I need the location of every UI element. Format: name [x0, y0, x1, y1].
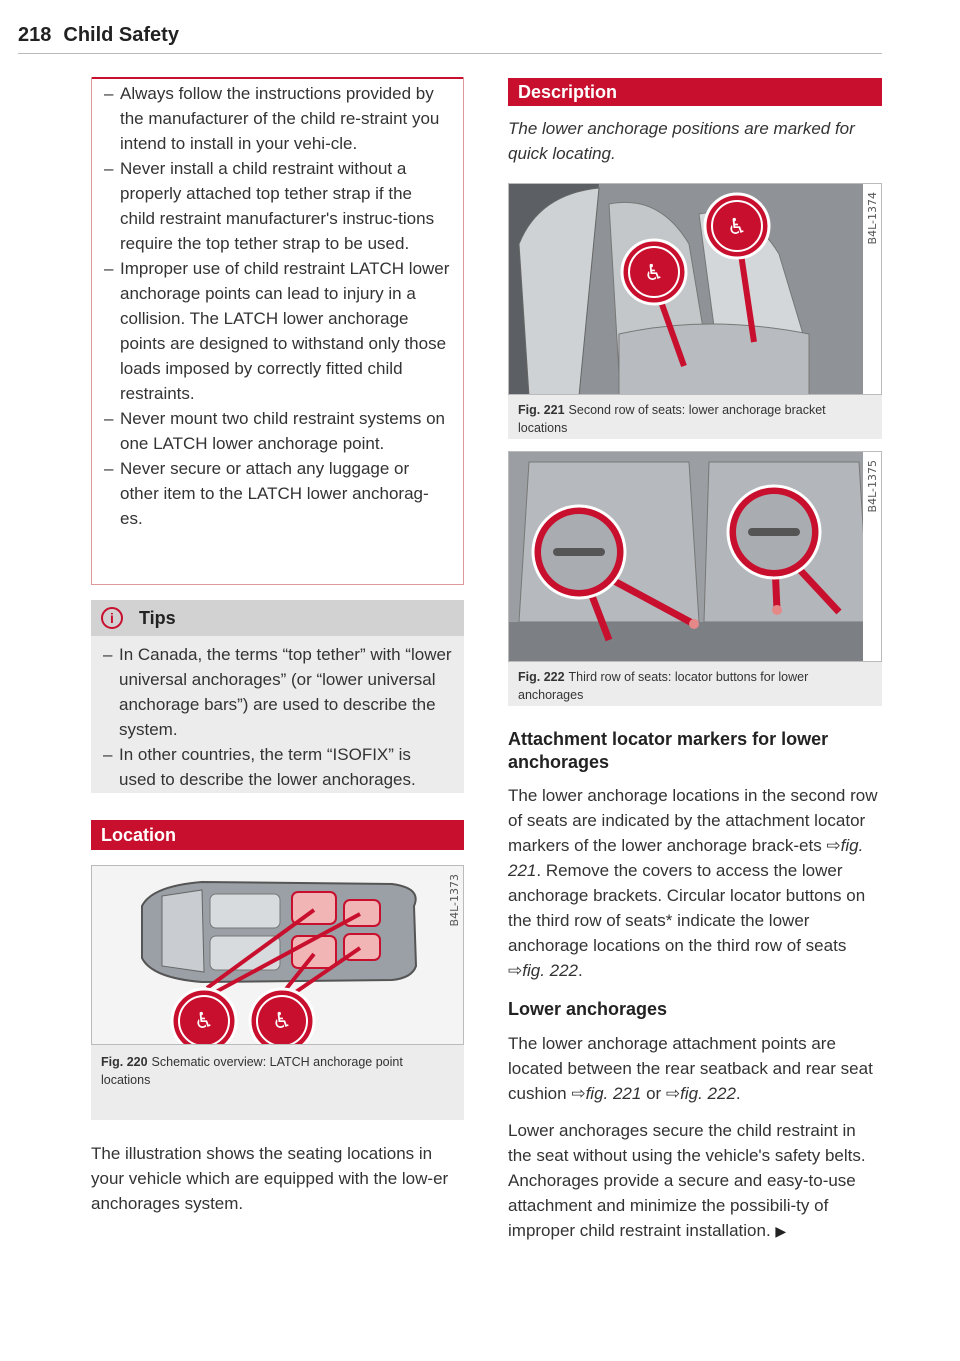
- figure-label: Fig. 220: [101, 1055, 148, 1069]
- info-icon: i: [101, 607, 123, 629]
- header-divider: [18, 53, 882, 54]
- svg-text:♿: ♿: [272, 1009, 292, 1034]
- page-header: [18, 24, 179, 47]
- figure-link[interactable]: ⇨fig. 221: [571, 1084, 642, 1103]
- tips-title: Tips: [139, 607, 176, 628]
- figure-label: Fig. 222: [518, 670, 565, 684]
- svg-text:♿: ♿: [727, 215, 747, 240]
- tips-header: [91, 600, 464, 636]
- figure-221-caption: [508, 395, 882, 439]
- subheading-attachment-markers: Attachment locator markers for lower anchorages: [508, 729, 829, 772]
- figure-link[interactable]: ⇨fig. 222: [665, 1084, 736, 1103]
- paragraph-lower-anchorages: The lower anchorage attachment points are located between the rear seatback and rear seat cushion ⇨fig. 221 or ⇨fig. 222.: [508, 1034, 873, 1103]
- figure-221: [508, 183, 882, 395]
- warning-box: [91, 77, 464, 585]
- figure-link[interactable]: ⇨fig. 222: [508, 961, 579, 980]
- paragraph-locator-markers: The lower anchorage locations in the second row of seats are indicated by the attachment locator markers of the lower anchorage brack-ets ⇨fig. 221. Remove the covers to access the lower anchorage brackets. Circular locator buttons on the third row of seats* indicate the lower anchorage locations on the third row of seats ⇨fig. 222.: [508, 786, 878, 980]
- figure-caption: Second row of seats: lower anchorage bracket locations: [518, 403, 826, 435]
- second-row-seats-photo: [509, 184, 882, 395]
- figure-222: [508, 451, 882, 662]
- list-item: – In Canada, the terms “top tether” with “lower universal anchorages” (or “lower universal anchorage bars”) are used to describe the system.: [103, 642, 452, 742]
- figure-220-caption: [91, 1045, 464, 1120]
- section-title: Child Safety: [63, 24, 179, 46]
- tips-box: [91, 600, 464, 793]
- figure-220: [91, 865, 464, 1045]
- location-text: The illustration shows the seating locations in your vehicle which are equipped with the low-er anchorages system.: [91, 1144, 449, 1213]
- warning-top-bar: [92, 77, 463, 79]
- continue-marker: ▶: [775, 1223, 787, 1239]
- list-item: – In other countries, the term “ISOFIX” is used to describe the lower anchorages.: [103, 742, 452, 792]
- svg-text:♿: ♿: [644, 261, 664, 286]
- description-intro: The lower anchorage positions are marked for quick locating.: [508, 119, 855, 163]
- figure-caption: Schematic overview: LATCH anchorage point locations: [101, 1055, 403, 1087]
- car-schematic-illustration: [92, 866, 464, 1045]
- figure-id: B4L-1373: [448, 874, 461, 927]
- list-item: – Never secure or attach any luggage or other item to the LATCH lower anchorag-es.: [104, 456, 451, 531]
- list-item: – Never mount two child restraint systems on one LATCH lower anchorage point.: [104, 406, 451, 456]
- location-heading: Location: [91, 820, 464, 850]
- figure-id: B4L-1375: [866, 460, 879, 513]
- svg-text:♿: ♿: [194, 1009, 214, 1034]
- description-heading: Description: [508, 78, 882, 106]
- figure-label: Fig. 221: [518, 403, 565, 417]
- subheading-lower-anchorages: Lower anchorages: [508, 999, 668, 1019]
- page-number: 218: [18, 24, 52, 46]
- figure-link[interactable]: ⇨fig. 221: [508, 836, 864, 880]
- figure-caption: Third row of seats: locator buttons for lower anchorages: [518, 670, 809, 702]
- list-item: – Never install a child restraint without a properly attached top tether strap if the child restraint manufacturer's instruc-tions require the top tether strap to be used.: [104, 156, 451, 256]
- list-item: – Improper use of child restraint LATCH lower anchorage points can lead to injury in a collision. The LATCH lower anchorage points are designed to withstand only those loads imposed by correctly fitted child restraints.: [104, 256, 451, 406]
- paragraph-anchorage-benefits: Lower anchorages secure the child restraint in the seat without using the vehicle's safety belts. Anchorages provide a secure and easy-to-use attachment and minimize the possibili-ty of improper child restraint installation. ▶: [508, 1121, 866, 1240]
- figure-id: B4L-1374: [866, 192, 879, 245]
- tips-list: [103, 642, 452, 792]
- list-item: – Always follow the instructions provided by the manufacturer of the child re-straint you intend to install in your vehi-cle.: [104, 81, 451, 156]
- third-row-seats-photo: [509, 452, 882, 662]
- warning-list: [104, 81, 451, 531]
- figure-222-caption: [508, 662, 882, 706]
